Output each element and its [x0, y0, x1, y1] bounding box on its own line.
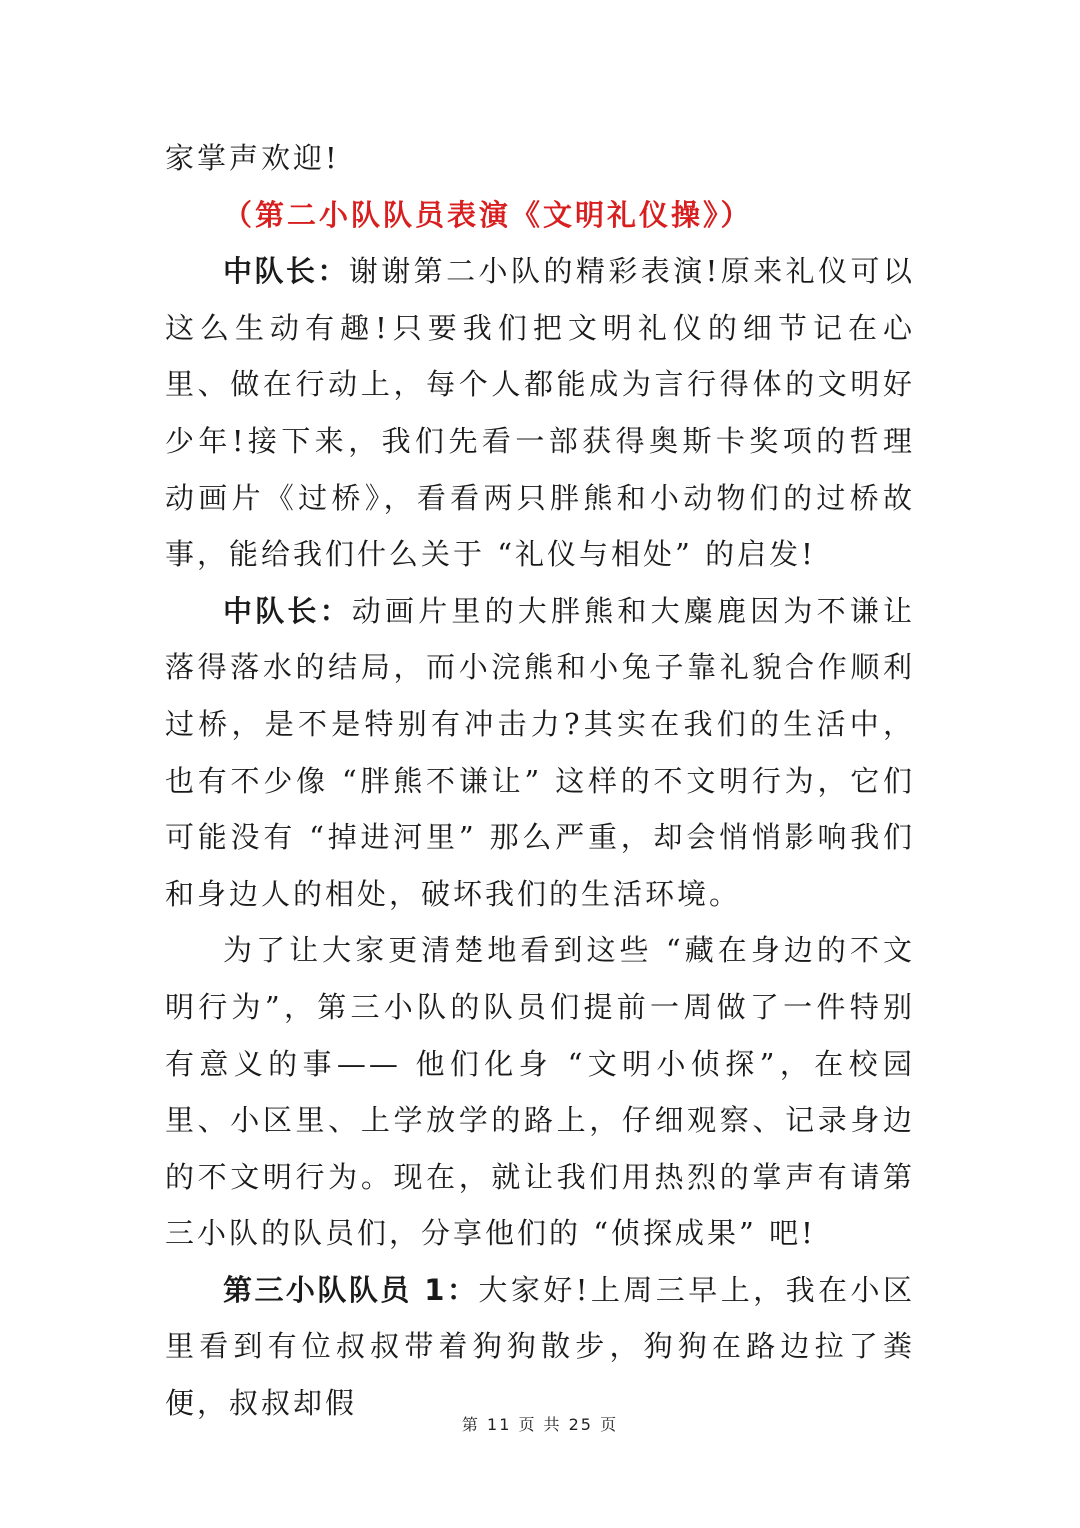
paragraph-invitation [165, 922, 915, 1262]
paragraph-text: 家掌声欢迎! [165, 141, 340, 175]
paragraph-continuation [165, 130, 915, 187]
paragraph-text: 大家好!上周三早上，我在小区里看到有位叔叔带着狗狗散步，狗狗在路边拉了粪便，叔叔却假 [165, 1272, 916, 1421]
paragraph-text: （第二小队队员表演《文明礼仪操》） [223, 197, 753, 232]
performance-heading [165, 187, 915, 244]
paragraph-squadron-leader-2 [165, 583, 915, 923]
paragraph-text: 谢谢第二小队的精彩表演!原来礼仪可以这么生动有趣!只要我们把文明礼仪的细节记在心里、做在行动上，每个人都能成为言行得体的文明好少年!接下来，我们先看一部获得奥斯卡奖项的哲理动画片《过桥》，看看两只胖熊和小动物们的过桥故事，能给我们什么关于 “礼仪与相处” 的启发! [165, 254, 915, 572]
speaker-label: 中队长： [223, 593, 352, 628]
speaker-label: 第三小队队员 1： [223, 1272, 479, 1307]
paragraph-text: 动画片里的大胖熊和大麋鹿因为不谦让落得落水的结局，而小浣熊和小兔子靠礼貌合作顺利过桥，是不是特别有冲击力?其实在我们的生活中，也有不少像 “胖熊不谦让” 这样的不文明行为，它们可能没有 “掉进河里” 那么严重，却会悄悄影响我们和身边人的相处，破坏我们的生活环境。 [165, 593, 915, 911]
paragraph-squadron-leader-1 [165, 243, 915, 583]
speaker-label: 中队长： [223, 254, 349, 289]
page-body [165, 130, 915, 1432]
paragraph-text: 为了让大家更清楚地看到这些 “藏在身边的不文明行为”，第三小队的队员们提前一周做了一件特别有意义的事—— 他们化身 “文明小侦探”，在校园里、小区里、上学放学的路上，仔细观察、记录身边的不文明行为。现在，就让我们用热烈的掌声有请第三小队的队员们，分享他们的 “侦探成果” 吧! [165, 933, 915, 1251]
page-number-footer: 第 11 页 共 25 页 [461, 1415, 619, 1434]
paragraph-team-member-1 [165, 1262, 915, 1432]
